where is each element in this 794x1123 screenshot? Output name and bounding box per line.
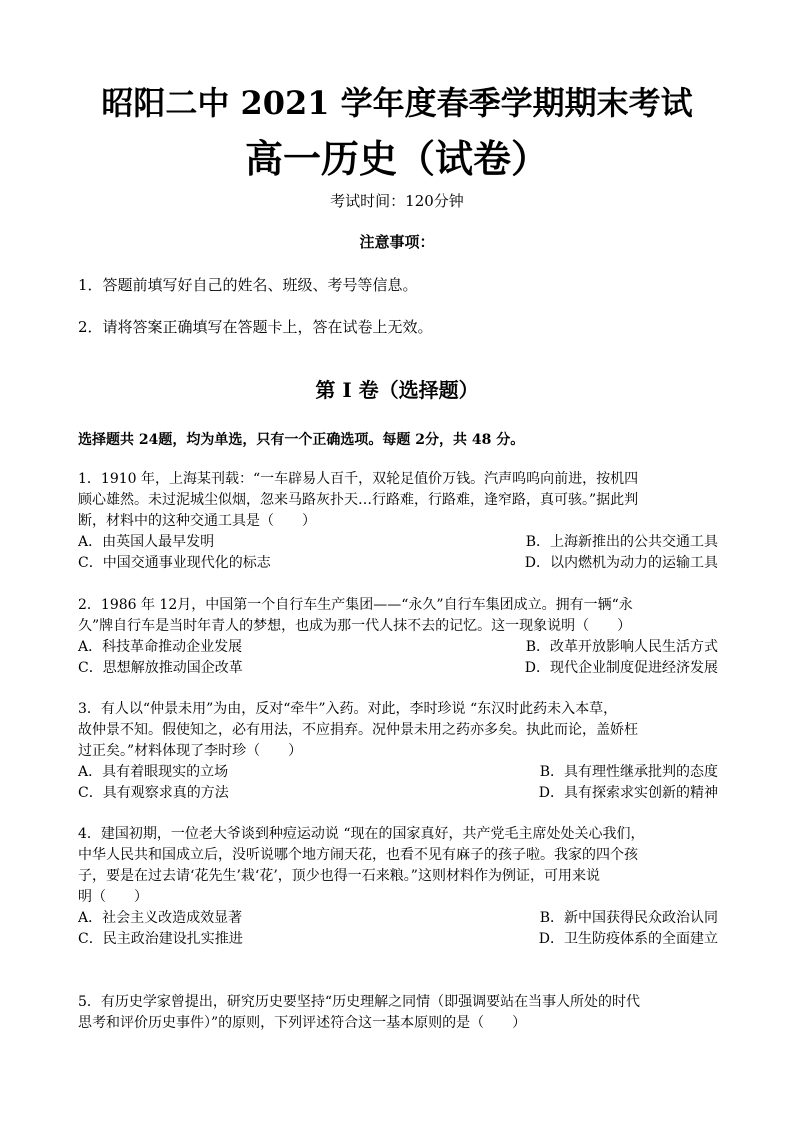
section-title: 第 I 卷（选择题） xyxy=(315,378,479,402)
question-text-line: 2．1986 年 12月，中国第一个自行车生产集团——“永久”自行车集团成立。拥有一辆“永 xyxy=(78,597,633,613)
option-row xyxy=(78,783,718,804)
question-text-line: 中华人民共和国成立后，没听说哪个地方闹天花，也看不见有麻子的孩子啦。我家的四个孩 xyxy=(78,847,638,863)
option-b: B．具有理性继承批判的态度 xyxy=(539,764,718,780)
question-text-line: 久”牌自行车是当时年青人的梦想，也成为那一代人抹不去的记忆。这一现象说明（ ） xyxy=(78,618,632,634)
section-instructions: 选择题共 24题，均为单选，只有一个正确选项。每题 2分，共 48 分。 xyxy=(78,432,525,448)
option-row xyxy=(78,658,718,679)
question-text-line: 5．有历史学家曾提出，研究历史要坚持“历史理解之同情（即强调要站在当事人所处的时代 xyxy=(78,994,641,1010)
option-row xyxy=(78,762,718,783)
option-a: A．科技革命推动企业发展 xyxy=(78,639,243,655)
option-d: D．现代企业制度促进经济发展 xyxy=(524,660,718,676)
exam-subtitle: 高一历史（试卷） xyxy=(244,136,549,181)
question-text-line: 3．有人以“仲景未用”为由，反对“牵牛”入药。对此，李时珍说 “东汉时此药未入本草， xyxy=(78,701,618,717)
question-text-line: 4．建国初期，一位老大爷谈到种痘运动说 “现在的国家真好，共产党毛主席处处关心我们， xyxy=(78,826,645,842)
question-text-line: 断，材料中的这种交通工具是（ ） xyxy=(78,513,316,529)
option-d: D．卫生防疫体系的全面建立 xyxy=(538,931,718,947)
question-text-line: 思考和评价历史事件）”的原则，下列评述符合这一基本原则的是（ ） xyxy=(78,1015,527,1031)
option-row xyxy=(78,637,718,658)
exam-time: 考试时间：120分钟 xyxy=(330,192,464,210)
option-c: C．中国交通事业现代化的标志 xyxy=(78,555,271,571)
option-c: C．思想解放推动国企改革 xyxy=(78,660,243,676)
option-c: C．民主政治建设扎实推进 xyxy=(78,931,243,947)
question-text-line: 明（ ） xyxy=(78,889,148,905)
notice-item: 1．答题前填写好自己的姓名、班级、考号等信息。 xyxy=(78,276,418,294)
option-d: D．具有探索求实创新的精神 xyxy=(538,785,718,801)
question-1 xyxy=(78,469,718,574)
notice-item: 2．请将答案正确填写在答题卡上，答在试卷上无效。 xyxy=(78,318,433,336)
option-row xyxy=(78,553,718,574)
option-b: B．新中国获得民众政治认同 xyxy=(539,910,718,926)
option-b: B．改革开放影响人民生活方式 xyxy=(525,639,718,655)
option-b: B．上海新推出的公共交通工具 xyxy=(525,534,718,550)
option-row xyxy=(78,908,718,929)
option-c: C．具有观察求真的方法 xyxy=(78,785,229,801)
question-2 xyxy=(78,595,718,679)
option-a: A．社会主义改造成效显著 xyxy=(78,910,243,926)
question-3 xyxy=(78,699,718,804)
question-4 xyxy=(78,824,718,950)
option-a: A．由英国人最早发明 xyxy=(78,534,215,550)
option-row xyxy=(78,532,718,553)
exam-title: 昭阳二中 2021 学年度春季学期期末考试 xyxy=(101,84,693,122)
option-d: D．以内燃机为动力的运输工具 xyxy=(524,555,718,571)
option-row xyxy=(78,929,718,950)
question-5 xyxy=(78,992,718,1034)
question-text-line: 故仲景不知。假使知之，必有用法，不应捐弃。况仲景未用之药亦多矣。执此而论，盖娇枉 xyxy=(78,722,638,738)
question-text-line: 1．1910 年，上海某刊载：“一车辟易人百千，双轮足值价万钱。汽声呜呜向前进，按机四 xyxy=(78,471,639,487)
question-text-line: 顾心雄然。未过泥城尘似烟，忽来马路灰扑天…行路难，行路难，逢窄路，真可骇。”据此判 xyxy=(78,492,639,508)
notice-title: 注意事项： xyxy=(359,233,435,251)
question-text-line: 过正矣。”材料体现了李时珍（ ） xyxy=(78,743,303,759)
option-a: A．具有着眼现实的立场 xyxy=(78,764,229,780)
question-text-line: 子，要是在过去请‘花先生’栽‘花’，顶少也得一石来粮。”这则材料作为例证，可用来说 xyxy=(78,868,600,884)
